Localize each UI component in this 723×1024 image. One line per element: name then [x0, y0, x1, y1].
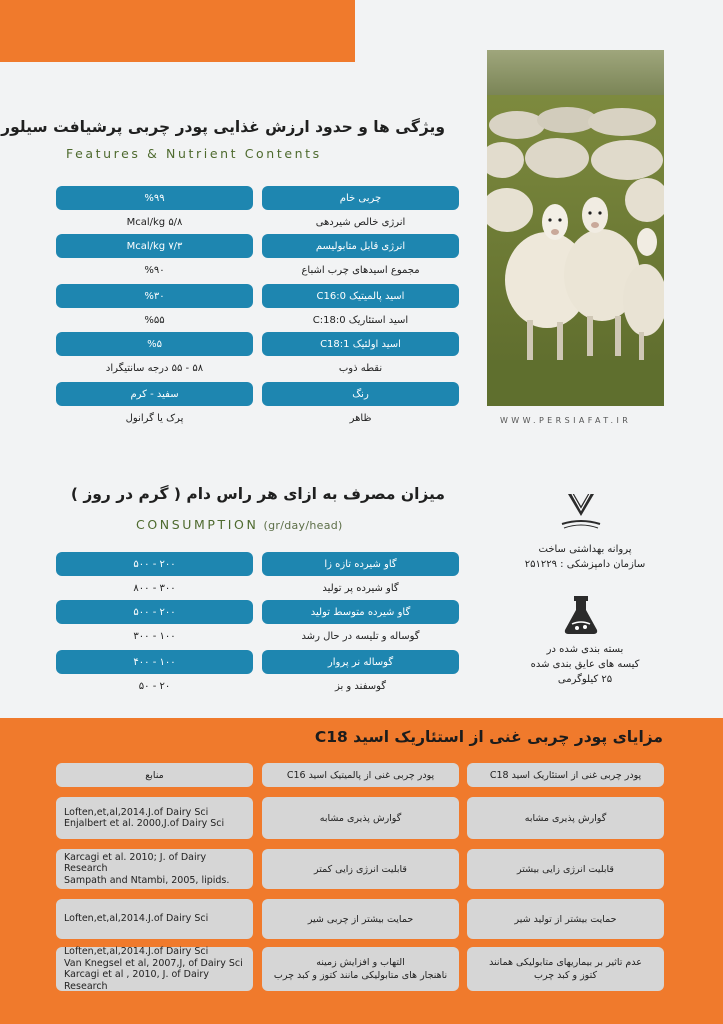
advantage-c16: حمایت بیشتر از چربی شیر [262, 899, 459, 939]
consumption-value: ۲۰ - ۵۰ [138, 680, 171, 692]
feature-label: ظاهر [349, 412, 372, 424]
consumption-title-en [136, 514, 343, 533]
reference-line: Loften,et,al,2014.J.of Dairy Sci [64, 913, 209, 925]
advantage-c18: قابلیت انرژی زایی بیشتر [467, 849, 664, 889]
advantage-line: عدم تاثیر بر بیماریهای متابولیکی همانند [489, 957, 642, 968]
packaging-text [500, 642, 670, 687]
advantage-refs [56, 899, 253, 939]
consumption-label: گاو شیرده پر تولید [322, 582, 399, 594]
feature-value: ۷/۳ Mcal/kg [56, 234, 253, 258]
feature-value: %۹۰ [144, 264, 165, 276]
consumption-label: گاو شیرده تازه زا [262, 552, 459, 576]
advantages-title: مزایای پودر چربی غنی از استئاریک اسید C18 [314, 728, 663, 746]
feature-value: %۵۵ [144, 314, 165, 326]
consumption-title-fa: میزان مصرف به ازای هر راس دام ( گرم در روز ) [70, 485, 445, 503]
reference-line: Karcagi et al. 2010; J. of Dairy Research [64, 851, 207, 875]
advantage-line: التهاب و افزایش زمینه [316, 957, 405, 968]
consumption-label: گوسفند و بز [334, 680, 387, 692]
features-title-fa: ویژگی ها و حدود ارزش غذایی پودر چربی پرشیافت سیلور [1, 118, 445, 136]
feature-label: اسید پالمیتیک C16:0 [262, 284, 459, 308]
reference-line: Karcagi et al , 2010, J. of Dairy Research [64, 969, 209, 992]
consumption-title-en-main: CONSUMPTION [136, 517, 259, 532]
sheep-photo [487, 50, 664, 406]
consumption-unit: (gr/day/head) [263, 519, 343, 532]
reference-line: Enjalbert et al. 2000,J.of Dairy Sci [64, 818, 225, 829]
packaging-line-3: ۲۵ کیلوگرمی [557, 674, 613, 685]
feature-label: نقطه ذوب [338, 362, 383, 374]
feature-value: %۳۰ [56, 284, 253, 308]
certificate-text [500, 542, 670, 572]
feature-value: ۵/۸ Mcal/kg [126, 216, 183, 228]
feature-label: اسید استئاریک C:18:0 [312, 314, 409, 326]
consumption-value: ۳۰۰ - ۸۰۰ [133, 582, 176, 594]
advantage-refs [56, 849, 253, 889]
packaging-line-2: کیسه های عایق بندی شده [530, 659, 640, 670]
advantages-header-c18: پودر چربی غنی از استئاریک اسید C18 [467, 763, 664, 787]
veterinary-logo-svg [556, 490, 606, 534]
reference-line: Loften,et,al,2014.J.of Dairy Sci [64, 806, 209, 818]
advantage-line: کتوز و کبد چرب [534, 970, 597, 981]
feature-label: رنگ [262, 382, 459, 406]
feature-label: چربی خام [262, 186, 459, 210]
advantage-refs [56, 797, 253, 839]
flask-logo-icon [560, 594, 602, 638]
advantage-c18: گوارش پذیری مشابه [467, 797, 664, 839]
consumption-value: ۲۰۰ - ۵۰۰ [56, 600, 253, 624]
consumption-value: ۱۰۰ - ۴۰۰ [56, 650, 253, 674]
website-url[interactable]: WWW.PERSIAFAT.IR [500, 416, 632, 425]
sheep-illustration [487, 50, 664, 406]
feature-value: پرک یا گرانول [125, 412, 184, 424]
feature-label: مجموع اسیدهای چرب اشباع [301, 264, 420, 276]
advantage-c18 [467, 947, 664, 991]
veterinary-logo-icon [556, 490, 606, 534]
advantage-c16: گوارش پذیری مشابه [262, 797, 459, 839]
feature-value: %۹۹ [56, 186, 253, 210]
feature-value: %۵ [56, 332, 253, 356]
feature-value: سفید - کرم [56, 382, 253, 406]
reference-line: Sampath and Ntambi, 2005, lipids. [64, 874, 230, 886]
advantage-line: ناهنجار های متابولیکی مانند کتوز و کبد چرب [273, 970, 448, 981]
consumption-label: گاو شیرده متوسط تولید [262, 600, 459, 624]
consumption-value: ۲۰۰ - ۵۰۰ [56, 552, 253, 576]
consumption-label: گوساله و تلیسه در حال رشد [301, 630, 420, 642]
advantage-refs [56, 947, 253, 991]
certificate-line-2: سازمان دامپزشکی : ۲۵۱۲۲۹ [524, 559, 646, 570]
feature-label: انرژی قابل متابولیسم [262, 234, 459, 258]
flask-logo-svg [560, 594, 602, 638]
advantages-header-c16: پودر چربی غنی از پالمیتیک اسید C16 [262, 763, 459, 787]
consumption-label: گوساله نر پروار [262, 650, 459, 674]
advantage-c18: حمایت بیشتر از تولید شیر [467, 899, 664, 939]
top-orange-bar [0, 0, 355, 62]
features-title-en: Features & Nutrient Contents [66, 146, 322, 161]
packaging-line-1: بسته بندی شده در [546, 644, 624, 655]
feature-label: اسید اولئیک C18:1 [262, 332, 459, 356]
advantage-c16 [262, 947, 459, 991]
reference-line: Van Knegsel et al, 2007,J, of Dairy Sci [64, 957, 243, 969]
consumption-value: ۱۰۰ - ۳۰۰ [133, 630, 176, 642]
feature-label: انرژی خالص شیردهی [315, 216, 406, 228]
certificate-line-1: پروانه بهداشتی ساخت [538, 544, 632, 555]
advantages-header-refs: منابع [56, 763, 253, 787]
advantage-c16: قابلیت انرژی زایی کمتر [262, 849, 459, 889]
feature-value: ۵۸ - ۵۵ درجه سانتیگراد [105, 362, 204, 374]
reference-line: Loften,et,al,2014.J.of Dairy Sci [64, 946, 209, 957]
